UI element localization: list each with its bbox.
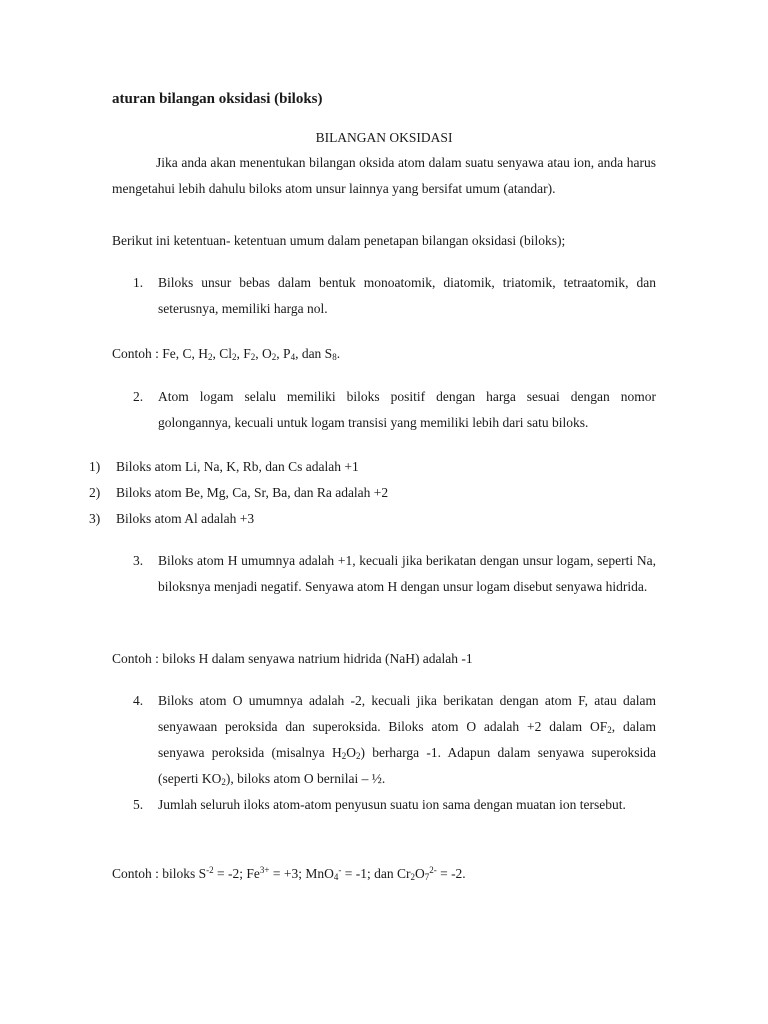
rule-4-text: Biloks atom O umumnya adalah -2, kecuali jika berikatan dengan atom F, atau dalam senyawaan peroksida dan superoksida. Biloks atom O adalah +2 dalam $OF_2$, dalam senyawa peroksida (misalnya $H_2O_2$) berharga -1. Adapun dalam senyawa superoksida (seperti $KO_2$), biloks atom O bernilai – ½.: [158, 693, 656, 787]
sub-item-2-text: Biloks atom Be, Mg, Ca, Sr, Ba, dan Ra adalah +2: [116, 485, 389, 500]
example-1: Contoh : Fe, C, $H_2$, $Cl_2$, $F_2$, $O_2$, $P_4$, dan $S_8$.: [112, 346, 341, 362]
rule-5-text: Jumlah seluruh iloks atom-atom penyusun suatu ion sama dengan muatan ion tersebut.: [158, 797, 626, 812]
rule-1: [133, 270, 656, 322]
sub-item-3-number: 3): [89, 511, 101, 526]
rule-2-text: Atom logam selalu memiliki biloks positif dengan harga sesuai dengan nomor golongannya, kecuali untuk logam transisi yang memiliki lebih dari satu biloks.: [158, 389, 656, 430]
example-5: Contoh : biloks $S^{-2} = -2$; $Fe^{3+} = +3$; MnO$_4$- = -1; dan $Cr_2O_7^{2-} = -2$.: [112, 865, 466, 882]
section-title: BILANGAN OKSIDASI: [315, 130, 453, 145]
rule-2: [133, 384, 656, 436]
rule-1-text: Biloks unsur bebas dalam bentuk monoatomik, diatomik, triatomik, tetraatomik, dan seterusnya, memiliki harga nol.: [158, 275, 656, 316]
rule-3: [133, 548, 656, 600]
sub-item-1-number: 1): [89, 459, 101, 474]
rule-2-number: 2.: [133, 389, 144, 404]
lead-paragraph: Berikut ini ketentuan- ketentuan umum dalam penetapan bilangan oksidasi (biloks);: [112, 233, 566, 248]
sub-item-2-number: 2): [89, 485, 101, 500]
sub-item-2: [89, 480, 388, 506]
sub-item-3: [89, 506, 254, 532]
document-heading: aturan bilangan oksidasi (biloks): [112, 91, 323, 107]
rule-3-text: Biloks atom H umumnya adalah +1, kecuali jika berikatan dengan unsur logam, seperti Na, biloksnya menjadi negatif. Senyawa atom H dengan unsur logam disebut senyawa hidrida.: [158, 553, 656, 594]
rule-5: [133, 792, 656, 818]
sub-item-1: [89, 454, 359, 480]
sub-item-3-text: Biloks atom Al adalah +3: [116, 511, 255, 526]
rule-4-number: 4.: [133, 693, 144, 708]
intro-paragraph: Jika anda akan menentukan bilangan oksida atom dalam suatu senyawa atau ion, anda harus mengetahui lebih dahulu biloks atom unsur lainnya yang bersifat umum (atandar).: [112, 155, 656, 196]
rule-3-number: 3.: [133, 553, 144, 568]
sub-item-1-text: Biloks atom Li, Na, K, Rb, dan Cs adalah +1: [116, 459, 359, 474]
rule-4: [133, 688, 656, 792]
rule-5-number: 5.: [133, 797, 144, 812]
example-3: Contoh : biloks H dalam senyawa natrium hidrida (NaH) adalah -1: [112, 651, 473, 666]
rule-1-number: 1.: [133, 275, 144, 290]
